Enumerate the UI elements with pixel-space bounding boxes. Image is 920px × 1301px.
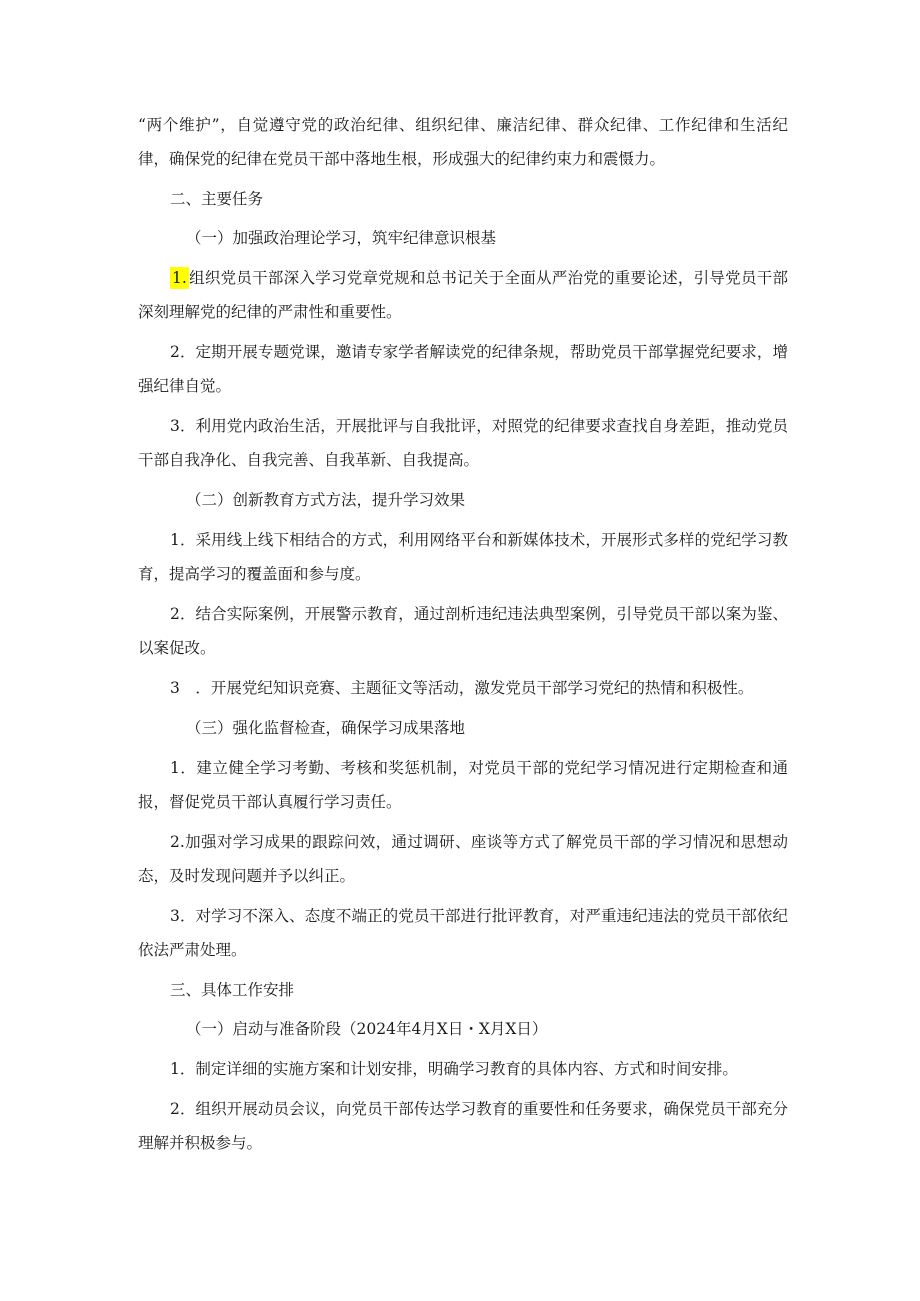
paragraph-text: 组织党员干部深入学习党章党规和总书记关于全面从严治党的重要论述，引导党员干部深刻理解党的纪律的严肃性和重要性。 xyxy=(138,269,788,321)
paragraph xyxy=(138,899,788,967)
paragraph-text: 2.加强对学习成果的跟踪问效，通过调研、座谈等方式了解党员干部的学习情况和思想动态，及时发现问题并予以纠正。 xyxy=(138,833,788,885)
subsection-heading xyxy=(138,483,788,517)
highlighted-number: 1. xyxy=(172,269,187,287)
paragraph-text: 2．定期开展专题党课，邀请专家学者解读党的纪律条规，帮助党员干部掌握党纪要求，增强纪律自觉。 xyxy=(138,343,788,395)
paragraph-text: 3 ．开展党纪知识竞赛、主题征文等活动，激发党员干部学习党纪的热情和积极性。 xyxy=(170,679,754,697)
subsection-heading xyxy=(138,221,788,255)
paragraph-text: （三）强化监督检查，确保学习成果落地 xyxy=(186,719,466,737)
paragraph-text: （一）启动与准备阶段（2024年4月X日・X月X日） xyxy=(186,1020,548,1038)
paragraph-text: （一）加强政治理论学习，筑牢纪律意识根基 xyxy=(186,229,497,247)
document-body xyxy=(138,108,788,1166)
paragraph xyxy=(138,671,788,705)
paragraph-text: 1．制定详细的实施方案和计划安排，明确学习教育的具体内容、方式和时间安排。 xyxy=(170,1060,738,1078)
paragraph xyxy=(138,825,788,893)
subsection-heading xyxy=(138,1012,788,1046)
paragraph xyxy=(138,1052,788,1086)
paragraph-text: （二）创新教育方式方法，提升学习效果 xyxy=(186,491,466,509)
paragraph xyxy=(138,409,788,477)
paragraph-text: 三、具体工作安排 xyxy=(170,981,295,999)
section-heading xyxy=(138,182,788,216)
paragraph xyxy=(138,1092,788,1160)
paragraph-text: 1．采用线上线下相结合的方式，利用网络平台和新媒体技术，开展形式多样的党纪学习教育，提高学习的覆盖面和参与度。 xyxy=(138,531,788,583)
section-heading xyxy=(138,973,788,1007)
paragraph-text: 3．对学习不深入、态度不端正的党员干部进行批评教育，对严重违纪违法的党员干部依纪依法严肃处理。 xyxy=(138,907,788,959)
paragraph xyxy=(138,108,788,176)
paragraph xyxy=(138,335,788,403)
paragraph xyxy=(138,751,788,819)
paragraph xyxy=(138,261,788,329)
paragraph-text: 二、主要任务 xyxy=(170,190,264,208)
subsection-heading xyxy=(138,711,788,745)
paragraph-text: 2．结合实际案例，开展警示教育，通过剖析违纪违法典型案例，引导党员干部以案为鉴、以案促改。 xyxy=(138,605,788,657)
paragraph-text: 1．建立健全学习考勤、考核和奖惩机制，对党员干部的党纪学习情况进行定期检查和通报，督促党员干部认真履行学习责任。 xyxy=(138,759,788,811)
paragraph-text: 2．组织开展动员会议，向党员干部传达学习教育的重要性和任务要求，确保党员干部充分理解并积极参与。 xyxy=(138,1100,788,1152)
paragraph-text: “两个维护”，自觉遵守党的政治纪律、组织纪律、廉洁纪律、群众纪律、工作纪律和生活纪律，确保党的纪律在党员干部中落地生根，形成强大的纪律约束力和震慑力。 xyxy=(138,116,788,168)
paragraph xyxy=(138,597,788,665)
paragraph-text: 3．利用党内政治生活，开展批评与自我批评，对照党的纪律要求查找自身差距，推动党员干部自我净化、自我完善、自我革新、自我提高。 xyxy=(138,417,788,469)
paragraph xyxy=(138,523,788,591)
